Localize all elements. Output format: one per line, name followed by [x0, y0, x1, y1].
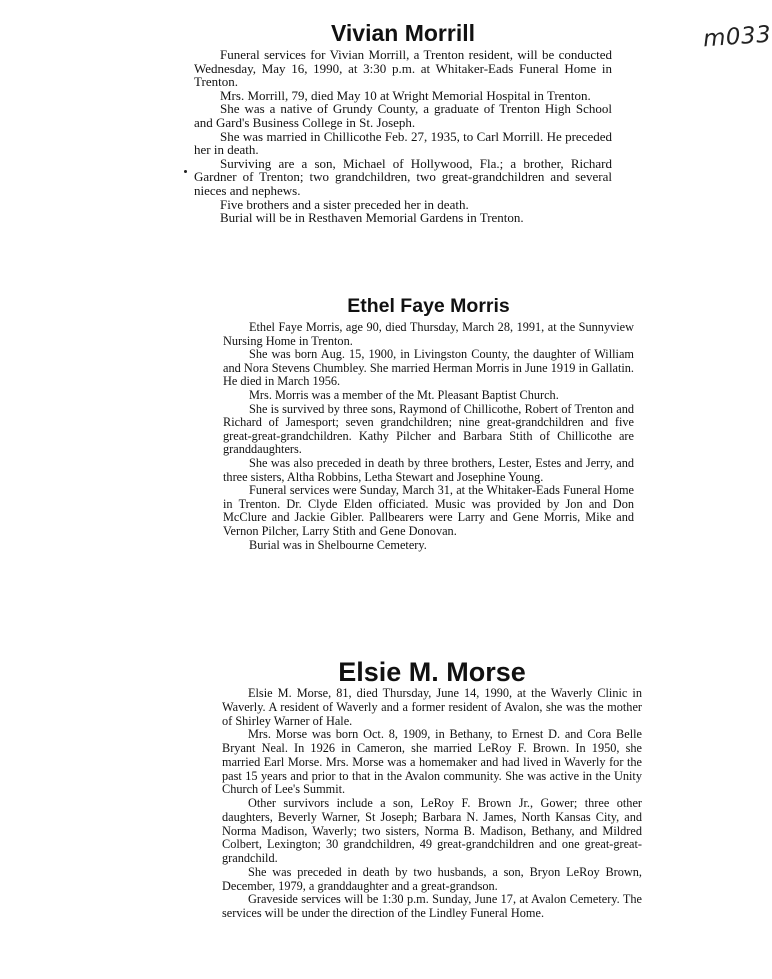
obituary-paragraph: She was preceded in death by two husbands, a son, Bryon LeRoy Brown, December, 1979, a granddaughter and a great-grandson.: [222, 864, 642, 893]
obituary-paragraph: Other survivors include a son, LeRoy F. Brown Jr., Gower; three other daughters, Beverly Warner, St Joseph; Barbara N. James, North Kansas City, and Norma Madison, Waverly; two sisters, Norma B. Madison, Bethany, and Mildred Colbert, Lexington; 30 grandchildren, 49 great-grandchildren and one great-great-grandchild.: [222, 796, 642, 865]
obituary-paragraph: She was also preceded in death by three brothers, Lester, Estes and Jerry, and three sisters, Altha Robbins, Letha Stewart and Josephine Young.: [223, 455, 634, 484]
obituary-paragraph: Funeral services were Sunday, March 31, at the Whitaker-Eads Funeral Home in Trenton. Dr. Clyde Elden officiated. Music was provided by Jon and Don McClure and Jackie Gibler. Pallbearers were Larry and Gene Morris, Mike and Vernon Pilcher, Larry Stith and Gene Donovan.: [223, 483, 634, 538]
obituary-name: Elsie M. Morse: [338, 657, 526, 687]
obituary-paragraph: Five brothers and a sister preceded her in death.: [220, 196, 469, 212]
obituary-paragraph: Mrs. Morse was born Oct. 8, 1909, in Bethany, to Ernest D. and Cora Belle Bryant Neal. In 1926 in Cameron, she married LeRoy F. Brown. In 1950, she married Earl Morse. Mrs. Morse was a homemaker and had lived in Waverly for the past 15 years and prior to that in the Avalon community. She was active in the Unity Church of Lee's Summit.: [222, 727, 642, 797]
margin-mark: [184, 170, 187, 173]
obituary-paragraph: She was born Aug. 15, 1900, in Livingston County, the daughter of William and Nora Stevens Chumbley. She married Herman Morris in June 1919 in Gallatin. He died in March 1956.: [223, 347, 634, 389]
obituary-ethel-faye-morris: [223, 295, 634, 552]
obituary-paragraph: Elsie M. Morse, 81, died Thursday, June 14, 1990, at the Waverly Clinic in Waverly. A resident of Waverly and a former resident of Avalon, she was the mother of Shirley Warner of Hale.: [222, 686, 642, 728]
obituary-paragraph: Graveside services will be 1:30 p.m. Sunday, June 17, at Avalon Cemetery. The services will be under the direction of the Lindley Funeral Home.: [222, 892, 642, 920]
handwritten-reference-code: m033: [702, 21, 772, 53]
obituary-paragraph: Surviving are a son, Michael of Hollywood, Fla.; a brother, Richard Gardner of Trenton; two grandchildren, two great-grandchildren and several nieces and nephews.: [194, 155, 612, 198]
obituary-paragraph: Mrs. Morrill, 79, died May 10 at Wright Memorial Hospital in Trenton.: [220, 87, 591, 103]
obituary-vivian-morrill: [194, 20, 612, 225]
obituary-paragraph: She was married in Chillicothe Feb. 27, 1935, to Carl Morrill. He preceded her in death.: [194, 128, 612, 158]
obituary-paragraph: Burial will be in Resthaven Memorial Gardens in Trenton.: [220, 210, 524, 226]
obituary-name: Vivian Morrill: [330, 20, 475, 46]
obituary-paragraph: Ethel Faye Morris, age 90, died Thursday, March 28, 1991, at the Sunnyview Nursing Home in Trenton.: [223, 320, 634, 348]
obituary-paragraph: She is survived by three sons, Raymond of Chillicothe, Robert of Trenton and Richard of Jamesport; seven grandchildren; nine great-grandchildren and five great-great-grandchildren. Kathy Pilcher and Barbara Stith of Chillicothe are granddaughters.: [223, 401, 634, 457]
obituary-paragraph: She was a native of Grundy County, a graduate of Trenton High School and Gard's Business College in St. Joseph.: [194, 101, 612, 130]
obituary-paragraph: Funeral services for Vivian Morrill, a Trenton resident, will be conducted Wednesday, May 16, 1990, at 3:30 p.m. at Whitaker-Eads Funeral Home in Trenton.: [194, 47, 612, 90]
obituary-paragraph: Burial was in Shelbourne Cemetery.: [249, 537, 427, 552]
obituary-elsie-m-morse: [222, 657, 642, 921]
obituary-paragraph: Mrs. Morris was a member of the Mt. Pleasant Baptist Church.: [249, 387, 559, 402]
obituary-name: Ethel Faye Morris: [347, 295, 510, 317]
